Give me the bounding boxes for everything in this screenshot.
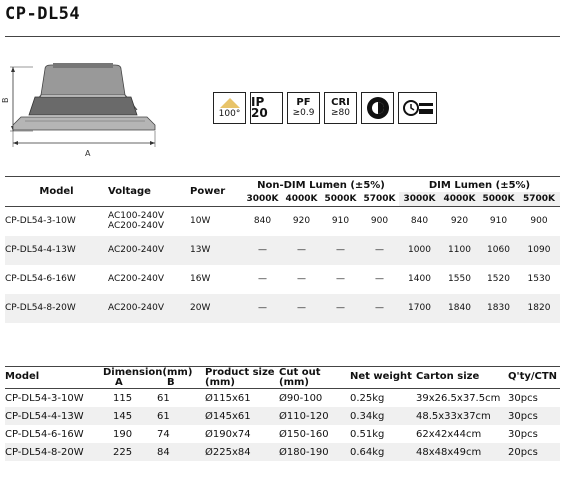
cutout-cell: Ø150-160 <box>279 428 329 440</box>
nondim-cct: 4000K <box>285 193 318 204</box>
nondim-cct: 5700K <box>363 193 396 204</box>
dimension-b-cell: 61 <box>157 410 170 422</box>
power-cell: 13W <box>190 245 211 255</box>
table-row <box>5 389 560 408</box>
lumen-cell: — <box>258 303 267 313</box>
dimension-b-cell: 84 <box>157 446 170 458</box>
dimension-a-cell: 190 <box>113 428 133 440</box>
lumen-cell: 910 <box>489 216 508 226</box>
product-size-cell: Ø115x61 <box>205 392 251 404</box>
carton-cell: 39x26.5x37.5cm <box>416 392 501 404</box>
lumen-cell: 920 <box>450 216 469 226</box>
col-qty: Q'ty/CTN <box>508 371 558 382</box>
weight-cell: 0.51kg <box>350 428 385 440</box>
voltage-cell: AC200-240V <box>108 303 165 313</box>
col-dimension: Dimension(mm) A B <box>103 367 193 388</box>
table-row <box>5 425 560 443</box>
cutout-cell: Ø90-100 <box>279 392 323 404</box>
col-model: Model <box>5 371 40 382</box>
lumen-cell: 1090 <box>527 245 551 255</box>
lumen-cell: 920 <box>292 216 311 226</box>
lumen-cell: — <box>297 245 306 255</box>
dimension-a-cell: 145 <box>113 410 133 422</box>
spec-table-top-rule <box>5 176 560 177</box>
lumen-cell: 1100 <box>448 245 471 255</box>
voltage-cell: AC100-240V <box>108 211 165 221</box>
table-row <box>5 443 560 461</box>
lumen-cell: — <box>375 245 384 255</box>
lumen-cell: 1060 <box>487 245 510 255</box>
lumen-cell: 1700 <box>408 303 431 313</box>
col-net-weight: Net weight <box>350 371 412 382</box>
dimension-a-cell: 225 <box>113 446 133 458</box>
lumen-cell: 900 <box>370 216 389 226</box>
col-nondim-lumen: Non-DIM Lumen (±5%) <box>257 179 385 191</box>
col-cutout: Cut out (mm) <box>279 367 321 388</box>
table-row <box>5 236 560 265</box>
title-divider <box>5 36 560 37</box>
lumen-cell: 1830 <box>487 303 510 313</box>
model-cell: CP-DL54-8-20W <box>5 446 84 458</box>
lumen-cell: 900 <box>530 216 548 226</box>
model-cell: CP-DL54-4-13W <box>5 410 84 422</box>
col-power: Power <box>190 186 226 198</box>
cutout-cell: Ø110-120 <box>279 410 329 422</box>
lumen-cell: — <box>258 245 267 255</box>
weight-cell: 0.25kg <box>350 392 385 404</box>
lumen-cell: 1550 <box>448 274 471 284</box>
lifetime-icon <box>398 92 437 124</box>
col-dim-lumen: DIM Lumen (±5%) <box>428 179 531 191</box>
nondim-cct: 5000K <box>324 193 357 204</box>
product-size-cell: Ø190x74 <box>205 428 251 440</box>
dim-cct: 5000K <box>479 192 518 206</box>
model-cell: CP-DL54-6-16W <box>5 274 76 284</box>
lumen-cell: — <box>336 245 345 255</box>
nondim-cct: 3000K <box>246 193 279 204</box>
power-cell: 20W <box>190 303 211 313</box>
weight-cell: 0.64kg <box>350 446 385 458</box>
lumen-cell: 1820 <box>527 303 551 313</box>
lumen-cell: 840 <box>410 216 429 226</box>
dimension-b-cell: 74 <box>157 428 170 440</box>
qty-cell: 30pcs <box>508 428 538 440</box>
col-carton-size: Carton size <box>416 371 480 382</box>
dimension-b-cell: 61 <box>157 392 170 404</box>
col-voltage: Voltage <box>108 186 151 198</box>
dim-cct: 4000K <box>440 192 479 206</box>
ip-rating-icon: IP 20 <box>250 92 283 124</box>
power-cell: 16W <box>190 274 211 284</box>
lumen-cell: — <box>297 303 306 313</box>
col-dimension-b: B <box>167 377 175 388</box>
lumen-cell: 1000 <box>408 245 431 255</box>
lumen-cell: 910 <box>331 216 350 226</box>
cri-icon: CRI ≥80 <box>324 92 357 124</box>
lumen-cell: 1530 <box>527 274 551 284</box>
table-row <box>5 294 560 323</box>
lumen-cell: — <box>375 274 384 284</box>
lumen-cell: 840 <box>253 216 272 226</box>
product-size-cell: Ø145x61 <box>205 410 251 422</box>
lumen-cell: — <box>336 274 345 284</box>
weight-cell: 0.34kg <box>350 410 385 422</box>
col-model: Model <box>39 186 74 198</box>
spec-table <box>5 178 560 323</box>
dimension-b-label: B <box>1 97 10 103</box>
carton-cell: 62x42x44cm <box>416 428 482 440</box>
dimension-a-label: A <box>85 149 91 158</box>
table-row <box>5 407 560 425</box>
power-cell: 10W <box>190 216 211 226</box>
lumen-cell: — <box>375 303 384 313</box>
product-size-cell: Ø225x84 <box>205 446 251 458</box>
dim-cct: 5700K <box>518 192 560 206</box>
lumen-cell: — <box>336 303 345 313</box>
voltage-cell: AC200-240V <box>108 274 165 284</box>
downlight-dimension-drawing <box>1 55 185 165</box>
page-title: CP-DL54 <box>5 4 81 24</box>
carton-cell: 48.5x33x37cm <box>416 410 491 422</box>
cutout-cell: Ø180-190 <box>279 446 329 458</box>
col-dimension-a: A <box>115 377 123 388</box>
table-row <box>5 265 560 294</box>
voltage-cell: AC200-240V <box>108 245 165 255</box>
spec-icons <box>213 92 437 124</box>
lumen-cell: — <box>258 274 267 284</box>
packaging-table <box>5 368 560 461</box>
model-cell: CP-DL54-4-13W <box>5 245 76 255</box>
dim-cct: 3000K <box>399 192 440 206</box>
model-cell: CP-DL54-3-10W <box>5 392 84 404</box>
model-cell: CP-DL54-8-20W <box>5 303 76 313</box>
table-row <box>5 206 560 236</box>
qty-cell: 20pcs <box>508 446 538 458</box>
model-cell: CP-DL54-6-16W <box>5 428 84 440</box>
dimension-a-cell: 115 <box>113 392 133 404</box>
qty-cell: 30pcs <box>508 392 538 404</box>
qty-cell: 30pcs <box>508 410 538 422</box>
carton-cell: 48x48x49cm <box>416 446 482 458</box>
dimmer-icon <box>361 92 394 124</box>
lumen-cell: 1520 <box>487 274 510 284</box>
voltage-cell: AC200-240V <box>108 221 165 231</box>
lumen-cell: — <box>297 274 306 284</box>
model-cell: CP-DL54-3-10W <box>5 216 76 226</box>
lumen-angle-icon: 100° <box>213 92 246 124</box>
col-product-size: Product size (mm) <box>205 367 275 388</box>
pf-icon: PF ≥0.9 <box>287 92 320 124</box>
lumen-cell: 1840 <box>448 303 471 313</box>
lumen-cell: 1400 <box>408 274 431 284</box>
